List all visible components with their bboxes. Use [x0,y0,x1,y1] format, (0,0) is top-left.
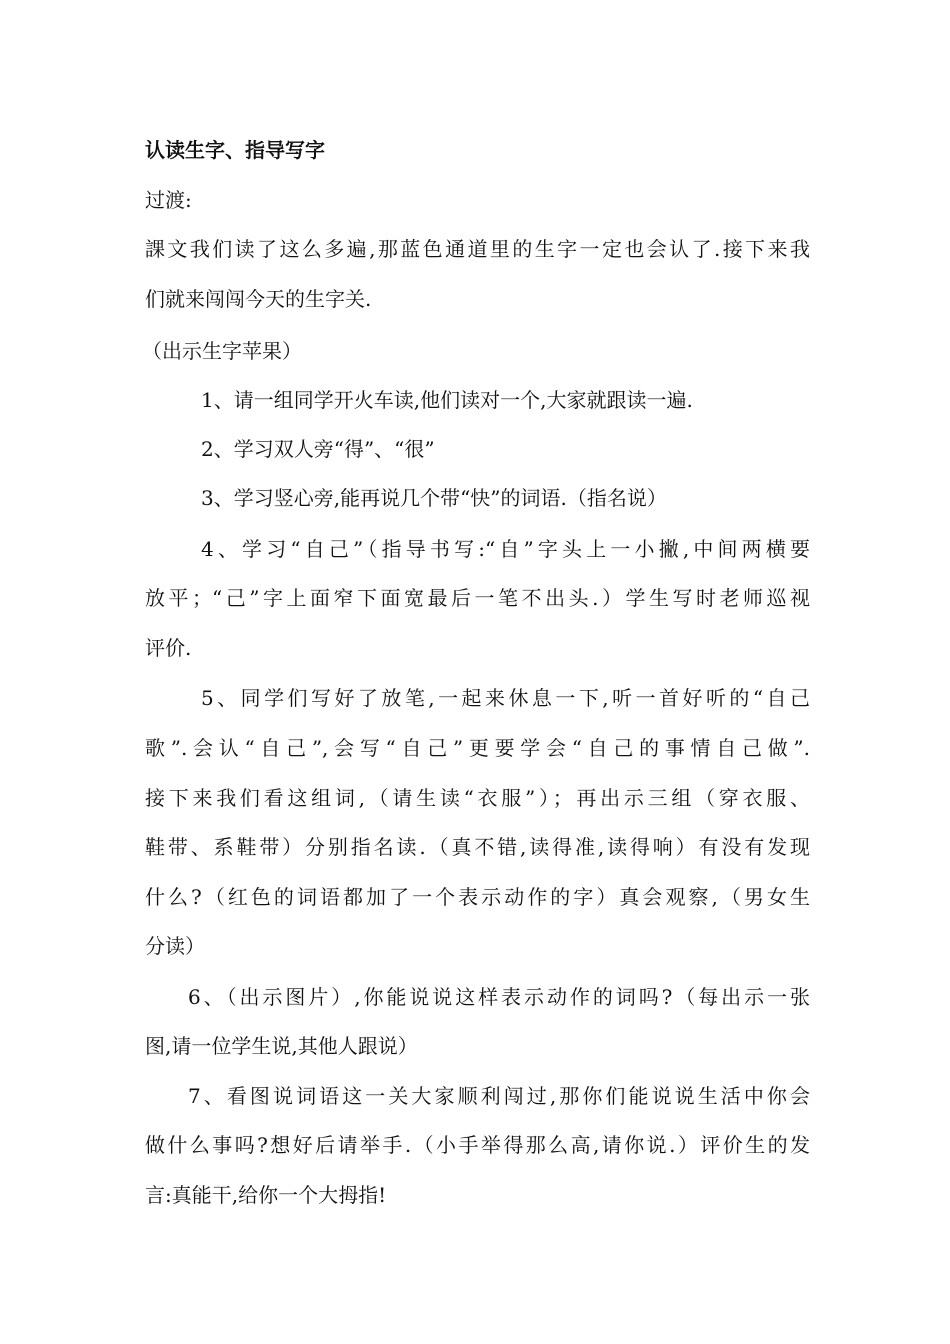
step-2-line-1: 2、学习双人旁“得”、“很” [201,437,435,461]
step-5-line-6: 分读） [145,934,205,958]
section-heading: 认读生字、指导写字 [145,138,325,162]
step-5-line-1: 5、同学们写好了放笔,一起来休息一下,听一首好听的“自己 [201,686,810,710]
step-7-line-2: 做什么事吗?想好后请举手.（小手举得那么高,请你说.）评价生的发 [145,1133,810,1157]
transition-label: 过渡: [145,188,192,212]
step-3-line-1: 3、学习竖心旁,能再说几个带“快”的词语.（指名说） [201,486,667,510]
step-6-line-1: 6、（出示图片）,你能说说这样表示动作的词吗?（每出示一张 [188,985,810,1009]
step-7-line-1: 7、看图说词语这一关大家顺利闯过,那你们能说说生活中你会 [188,1084,810,1108]
step-5-line-5: 什么?（红色的词语都加了一个表示动作的字）真会观察,（男女生 [145,885,810,909]
intro-line-1: 課文我们读了这么多遍,那蓝色通道里的生字一定也会认了.接下来我 [145,237,810,261]
step-5-line-2: 歌”.会认“自己”,会写“自己”更要学会“自己的事情自己做”. [145,736,810,760]
intro-line-2: 们就来闯闯今天的生字关. [145,287,372,311]
step-4-line-1: 4、学习“自己”（指导书写:“自”字头上一小撇,中间两横要 [201,537,810,561]
note-line: （出示生字苹果） [142,339,302,363]
step-1-line-1: 1、请一组同学开火车读,他们读对一个,大家就跟读一遍. [201,388,693,412]
step-5-line-4: 鞋带、系鞋带）分别指名读.（真不错,读得准,读得响）有没有发现 [145,835,810,859]
step-7-line-3: 言:真能干,给你一个大拇指! [145,1183,387,1207]
step-5-line-3: 接下来我们看这组词,（请生读“衣服”）；再出示三组（穿衣服、 [145,786,810,810]
step-4-line-2: 放平；“己”字上面窄下面宽最后一笔不出头.）学生写时老师巡视 [145,586,810,610]
step-6-line-2: 图,请一位学生说,其他人跟说） [145,1034,418,1058]
step-4-line-3: 评价. [145,636,192,660]
